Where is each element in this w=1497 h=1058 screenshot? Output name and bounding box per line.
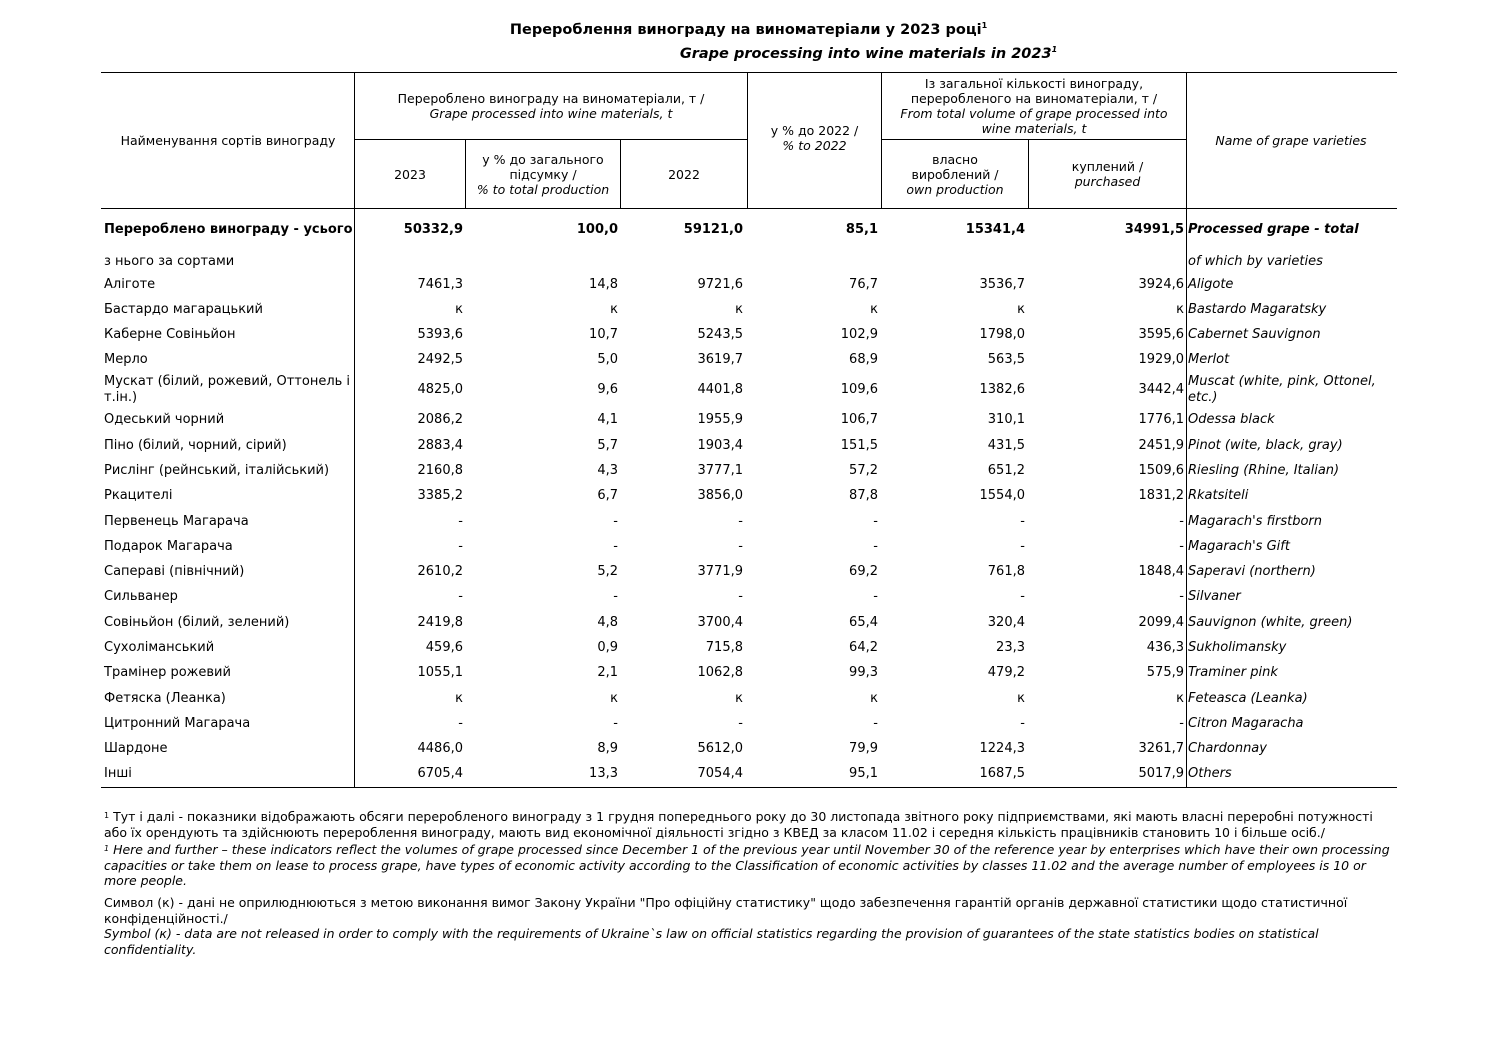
- row-name-en: Aligote: [1188, 277, 1234, 292]
- cell-pct: 68,9: [849, 352, 878, 367]
- row-name: Рислінг (рейнський, італійський): [104, 463, 330, 478]
- row-name-line2: т.ін.): [104, 390, 138, 405]
- cell-2022: 3777,1: [697, 463, 743, 478]
- cell-own: 1798,0: [979, 327, 1025, 342]
- cell-pct: 102,9: [840, 327, 878, 342]
- header-col-2023: 2023: [394, 166, 426, 182]
- cell-own: -: [1020, 514, 1025, 529]
- footnote-1-en: $^1$ Here and further – these indicators reflect the volumes of grape processed since December 1 of the previous year until November 30 of the reference year by enterprises which have their own processing capacities or take them on lease to process grape, have types of economic activity according to the Classification of economic activities by classes 11.02 and the average number of employees is 10 or more people.: [104, 842, 1390, 888]
- row-name-en: Chardonnay: [1188, 741, 1267, 756]
- cell-purchased: к: [1176, 691, 1184, 706]
- row-name: Інші: [104, 766, 132, 781]
- cell-own: 320,4: [987, 615, 1025, 630]
- row-name-en: Traminer pink: [1188, 665, 1278, 680]
- row-name: Піно (білий, чорний, сірий): [104, 438, 287, 453]
- row-name-en: Feteasca (Leanka): [1188, 691, 1308, 706]
- row-name: Совіньйон (білий, зелений): [104, 615, 290, 630]
- cell-purchased: 1929,0: [1138, 352, 1184, 367]
- cell-own: 1382,6: [979, 382, 1025, 397]
- table-bottom-border: [101, 787, 1397, 788]
- cell-pct: -: [873, 539, 878, 554]
- cell-2022: к: [735, 691, 743, 706]
- cell-purchased: к: [1176, 302, 1184, 317]
- cell-own: 651,2: [987, 463, 1025, 478]
- cell-purchased: 1509,6: [1138, 463, 1184, 478]
- cell-purchased: 1776,1: [1138, 412, 1184, 427]
- cell-purchased: 3442,4: [1138, 382, 1184, 397]
- subheader-ua: з нього за сортами: [104, 254, 235, 269]
- row-name-en: Sukholimansky: [1188, 640, 1287, 655]
- title-en: Grape processing into wine materials in 2023$^1$: [679, 45, 1058, 62]
- cell-pct: к: [870, 691, 878, 706]
- cell-2023: -: [458, 539, 463, 554]
- row-name-en: Sauvignon (white, green): [1188, 615, 1353, 630]
- row-name-en: Processed grape - total: [1188, 222, 1359, 237]
- cell-2023: 2492,5: [417, 352, 463, 367]
- cell-2023: 50332,9: [403, 222, 463, 237]
- cell-share: 8,9: [597, 741, 618, 756]
- cell-share: 2,1: [597, 665, 618, 680]
- cell-own: 3536,7: [979, 277, 1025, 292]
- row-name: Сильванер: [104, 589, 178, 604]
- row-name: Одеський чорний: [104, 412, 225, 427]
- cell-2023: к: [455, 691, 463, 706]
- cell-2023: 7461,3: [417, 277, 463, 292]
- cell-own: 563,5: [987, 352, 1025, 367]
- cell-2022: -: [738, 589, 743, 604]
- cell-share: 4,1: [597, 412, 618, 427]
- cell-2023: 2610,2: [417, 564, 463, 579]
- cell-share: -: [613, 514, 618, 529]
- row-name: Цитронний Магарача: [104, 716, 251, 731]
- row-name-en: Saperavi (northern): [1188, 564, 1316, 579]
- cell-share: 5,7: [597, 438, 618, 453]
- cell-2023: 6705,4: [417, 766, 463, 781]
- cell-2023: -: [458, 589, 463, 604]
- cell-2022: к: [735, 302, 743, 317]
- cell-share: 0,9: [597, 640, 618, 655]
- cell-2022: 4401,8: [697, 382, 743, 397]
- cell-purchased: -: [1179, 514, 1184, 529]
- cell-purchased: -: [1179, 716, 1184, 731]
- row-name: Ркацителі: [104, 488, 173, 503]
- cell-purchased: 2451,9: [1138, 438, 1184, 453]
- cell-purchased: 5017,9: [1138, 766, 1184, 781]
- cell-2023: -: [458, 716, 463, 731]
- cell-2022: -: [738, 514, 743, 529]
- cell-purchased: 3595,6: [1138, 327, 1184, 342]
- footnote-symbol-en: Symbol (к) - data are not released in order to comply with the requirements of Ukraine`s law on official statistics regarding the provision of guarantees of the state statistics bodies on statistical confidentiality.: [104, 926, 1319, 957]
- cell-pct: 76,7: [849, 277, 878, 292]
- cell-share: 5,0: [597, 352, 618, 367]
- row-name-en: Others: [1188, 766, 1232, 781]
- cell-2022: 3856,0: [697, 488, 743, 503]
- row-name: Первенець Магарача: [104, 514, 249, 529]
- cell-own: 310,1: [987, 412, 1025, 427]
- cell-2022: 7054,4: [697, 766, 743, 781]
- row-name: Мускат (білий, рожевий, Оттонель і: [104, 374, 351, 389]
- cell-2022: 3771,9: [697, 564, 743, 579]
- cell-2023: 3385,2: [417, 488, 463, 503]
- cell-share: -: [613, 589, 618, 604]
- row-name: Фетяска (Леанка): [104, 691, 226, 706]
- cell-share: 10,7: [589, 327, 618, 342]
- row-name: Сухолiманський: [104, 640, 215, 655]
- cell-own: 1687,5: [979, 766, 1025, 781]
- cell-share: -: [613, 716, 618, 731]
- row-name-en: Odessa black: [1188, 412, 1275, 427]
- cell-pct: 87,8: [849, 488, 878, 503]
- cell-purchased: -: [1179, 589, 1184, 604]
- cell-2023: 2883,4: [417, 438, 463, 453]
- row-name-en: Rkatsiteli: [1188, 488, 1249, 503]
- cell-own: 431,5: [987, 438, 1025, 453]
- cell-purchased: 3261,7: [1138, 741, 1184, 756]
- cell-purchased: 436,3: [1146, 640, 1184, 655]
- cell-2022: 3619,7: [697, 352, 743, 367]
- row-name: Трамінер рожевий: [104, 665, 231, 680]
- header-bottom-border: [101, 208, 1397, 209]
- cell-2023: 2419,8: [417, 615, 463, 630]
- cell-2023: 459,6: [425, 640, 463, 655]
- cell-2023: 2160,8: [417, 463, 463, 478]
- row-name: Сапераві (північний): [104, 564, 245, 579]
- cell-share: 4,8: [597, 615, 618, 630]
- cell-pct: к: [870, 302, 878, 317]
- cell-own: 479,2: [987, 665, 1025, 680]
- cell-own: -: [1020, 539, 1025, 554]
- cell-pct: 64,2: [849, 640, 878, 655]
- cell-pct: 95,1: [849, 766, 878, 781]
- cell-own: 1554,0: [979, 488, 1025, 503]
- cell-2022: 59121,0: [683, 222, 743, 237]
- row-name: Аліготе: [104, 277, 156, 292]
- cell-2023: -: [458, 514, 463, 529]
- cell-2023: к: [455, 302, 463, 317]
- cell-pct: 65,4: [849, 615, 878, 630]
- cell-2022: 5612,0: [697, 741, 743, 756]
- cell-own: 15341,4: [965, 222, 1025, 237]
- header-name-ua: Найменування сортів винограду: [120, 132, 336, 148]
- cell-2022: -: [738, 716, 743, 731]
- row-name-en: Merlot: [1188, 352, 1230, 367]
- cell-2023: 4486,0: [417, 741, 463, 756]
- cell-2023: 2086,2: [417, 412, 463, 427]
- header-col-share: у % до загального підсумку / % to total production: [476, 151, 610, 197]
- footnote-1-ua: $^1$ Тут і далі - показники відображають обсяги переробленого винограду з 1 грудня попереднього року до 30 листопада звітного року підприємствами, які мають власні переробні потужності або їх орендують та здійснюють перероблення винограду, мають вид економічної діяльності згідно з КВЕД за класом 11.02 і середня кількість працівників становить 10 і більше осіб./: [104, 809, 1373, 840]
- row-name-en: Silvaner: [1188, 589, 1241, 604]
- cell-share: к: [610, 691, 618, 706]
- cell-pct: 79,9: [849, 741, 878, 756]
- cell-2022: 1903,4: [697, 438, 743, 453]
- cell-share: 100,0: [576, 222, 618, 237]
- row-name-en: Magarach's Gift: [1188, 539, 1290, 554]
- cell-pct: -: [873, 589, 878, 604]
- row-name-en: Riesling (Rhine, Italian): [1188, 463, 1340, 478]
- cell-2022: 5243,5: [697, 327, 743, 342]
- cell-own: -: [1020, 589, 1025, 604]
- header-col-2022: 2022: [668, 166, 700, 182]
- cell-share: 4,3: [597, 463, 618, 478]
- header-name-en: Name of grape varieties: [1215, 132, 1367, 148]
- row-name-en: Magarach's firstborn: [1188, 514, 1322, 529]
- cell-purchased: 2099,4: [1138, 615, 1184, 630]
- cell-own: к: [1017, 302, 1025, 317]
- header-col-purchased: куплений / purchased: [1071, 159, 1144, 189]
- subheader-en: of which by varieties: [1188, 254, 1323, 269]
- cell-pct: 85,1: [845, 222, 878, 237]
- cell-own: -: [1020, 716, 1025, 731]
- row-name: Подарок Магарача: [104, 539, 233, 554]
- row-name-en: Muscat (white, pink, Ottonel,: [1188, 374, 1376, 389]
- row-name: Бастардо магарацький: [104, 302, 263, 317]
- cell-2022: 1955,9: [697, 412, 743, 427]
- title-ua: Перероблення винограду на виноматеріали у 2023 році$^1$: [509, 21, 988, 38]
- cell-2023: 1055,1: [417, 665, 463, 680]
- cell-pct: -: [873, 514, 878, 529]
- cell-2022: 715,8: [705, 640, 743, 655]
- cell-own: 1224,3: [979, 741, 1025, 756]
- cell-own: к: [1017, 691, 1025, 706]
- cell-purchased: 1831,2: [1138, 488, 1184, 503]
- cell-share: 14,8: [589, 277, 618, 292]
- cell-own: 23,3: [996, 640, 1025, 655]
- cell-pct: 109,6: [840, 382, 878, 397]
- cell-share: 9,6: [597, 382, 618, 397]
- row-name: Мерло: [104, 352, 148, 367]
- header-col-own: власно вироблений / own production: [906, 151, 1004, 197]
- cell-2022: 9721,6: [697, 277, 743, 292]
- cell-2023: 4825,0: [417, 382, 463, 397]
- header-from-group: Із загальної кількості винограду, переробленого на виноматеріали, т / From total volume of grape processed into wine materials, t: [900, 76, 1168, 136]
- cell-pct: -: [873, 716, 878, 731]
- cell-share: -: [613, 539, 618, 554]
- cell-pct: 99,3: [849, 665, 878, 680]
- cell-purchased: 1848,4: [1138, 564, 1184, 579]
- cell-pct: 151,5: [840, 438, 878, 453]
- row-name-en: Cabernet Sauvignon: [1188, 327, 1321, 342]
- cell-own: 761,8: [987, 564, 1025, 579]
- row-name-en-line2: etc.): [1188, 390, 1218, 405]
- cell-2023: 5393,6: [417, 327, 463, 342]
- cell-share: 6,7: [597, 488, 618, 503]
- row-name: Перероблено винограду - усього: [104, 222, 353, 237]
- row-name-en: Pinot (wite, black, gray): [1188, 438, 1343, 453]
- cell-purchased: 575,9: [1146, 665, 1184, 680]
- cell-share: 13,3: [589, 766, 618, 781]
- cell-pct: 57,2: [849, 463, 878, 478]
- cell-purchased: 34991,5: [1124, 222, 1184, 237]
- cell-pct: 69,2: [849, 564, 878, 579]
- cell-2022: 1062,8: [697, 665, 743, 680]
- header-col-pct: у % до 2022 / % to 2022: [770, 123, 859, 153]
- header-processed-group: Перероблено винограду на виноматеріали, т / Grape processed into wine materials, t: [397, 91, 705, 121]
- row-name-en: Bastardo Magaratsky: [1188, 302, 1327, 317]
- cell-share: к: [610, 302, 618, 317]
- cell-share: 5,2: [597, 564, 618, 579]
- row-name: Шардоне: [104, 741, 168, 756]
- cell-2022: -: [738, 539, 743, 554]
- cell-2022: 3700,4: [697, 615, 743, 630]
- cell-purchased: 3924,6: [1138, 277, 1184, 292]
- row-name-en: Citron Magaracha: [1188, 716, 1304, 731]
- row-name: Каберне Совіньйон: [104, 327, 236, 342]
- cell-purchased: -: [1179, 539, 1184, 554]
- footnote-symbol-ua: Символ (к) - дані не оприлюднюються з метою виконання вимог Закону України "Про офіційну статистику" щодо забезпечення гарантій органів державної статистики щодо статистичної конфіденційності./: [104, 895, 1348, 926]
- cell-pct: 106,7: [840, 412, 878, 427]
